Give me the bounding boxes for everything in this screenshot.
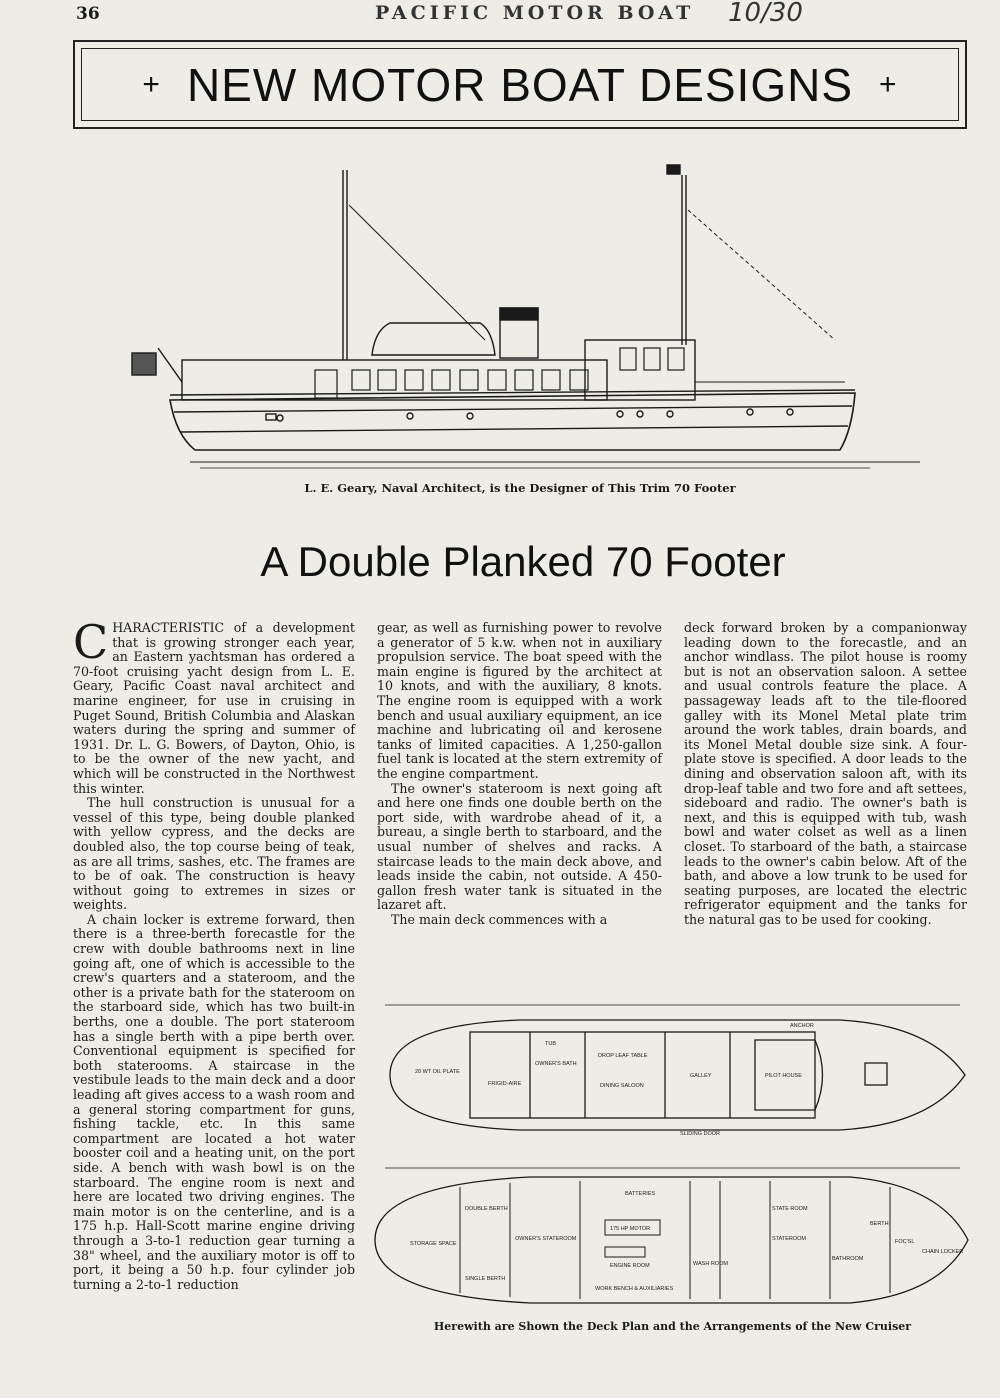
deck-plan-caption: Herewith are Shown the Deck Plan and the Arrangements of the New Cruiser <box>433 1320 912 1333</box>
drop-cap: C <box>73 615 109 669</box>
plan-label: OWNER'S STATEROOM <box>515 1236 577 1242</box>
running-head: PACIFIC MOTOR BOAT <box>375 2 695 24</box>
banner-ornament-left: + <box>142 67 161 101</box>
boat-profile-drawing <box>110 150 930 480</box>
plan-label: ANCHOR <box>790 1023 814 1029</box>
banner-title: NEW MOTOR BOAT DESIGNS <box>186 58 854 111</box>
banner-ornament-right: + <box>879 67 898 101</box>
plan-label: DINING SALOON <box>600 1083 644 1089</box>
article-paragraph: CHARACTERISTIC of a development that is growing stronger each year, an Eastern yachtsman has ordered a 70-foot cruising yacht design from L. E. Geary, Pacific Coast naval architect and marine engineer, for use in cruising in Puget Sound, British Columbia and Alaskan waters during the spring and summer of 1931. Dr. L. G. Bowers, of Dayton, Ohio, is to be the owner of the new yacht, and which will be constructed in the Northwest this winter. <box>73 615 355 796</box>
plan-label: DOUBLE BERTH <box>465 1206 508 1212</box>
plan-label: 175 HP MOTOR <box>610 1226 651 1232</box>
plan-label: STATE ROOM <box>772 1206 808 1212</box>
article-title: A Double Planked 70 Footer <box>260 538 786 585</box>
section-banner <box>73 40 967 129</box>
page-number: 36 <box>76 4 100 24</box>
article-paragraph: deck forward broken by a companionway leading down to the forecastle, and an anchor windlass. The pilot house is roomy but is not an observation saloon. A settee and usual controls feature the place. A passageway leads aft to the tile-floored galley with its Monel Metal plate trim around the work tables, drain boards, and its Monel Metal double size sink. A four-plate stove is specified. A door leads to the dining and observation saloon aft, with its drop-leaf table and two fore and aft settees, sideboard and radio. The owner's bath is next, and this is equipped with tub, wash bowl and water colset as well as a linen closet. To starboard of the bath, a staircase leads to the owner's cabin below. Aft of the bath, and above a low trunk to be used for seating purposes, are located the electric refrigerator equipment and the tanks for the natural gas to be used for cooking. <box>684 620 967 927</box>
deck-plan-drawing <box>370 995 970 1320</box>
article-column-3 <box>684 621 967 927</box>
article-column-2 <box>377 621 662 927</box>
plan-label: BATHROOM <box>832 1256 864 1262</box>
plan-label: FOC'SL <box>895 1239 915 1245</box>
article-paragraph: The hull construction is unusual for a vessel of this type, being double planked with yellow cypress, and the decks are doubled also, the top course being of teak, as are all trims, sashes, etc. The frames are to be of oak. The construction is heavy without going to extremes in sizes or weights. <box>73 795 355 913</box>
plan-label: FRIGID-AIRE <box>488 1081 522 1087</box>
article-column-1 <box>73 615 355 1292</box>
plan-label: PILOT HOUSE <box>765 1073 802 1079</box>
plan-label: WASH ROOM <box>693 1261 728 1267</box>
plan-label: BATTERIES <box>625 1191 656 1197</box>
plan-label: ENGINE ROOM <box>610 1263 650 1269</box>
plan-label: DROP LEAF TABLE <box>598 1053 648 1059</box>
plan-label: GALLEY <box>690 1073 712 1079</box>
plan-label: TUB <box>545 1041 556 1047</box>
boat-photo-caption: L. E. Geary, Naval Architect, is the Designer of This Trim 70 Footer <box>304 481 736 495</box>
article-paragraph: A chain locker is extreme forward, then there is a three-berth forecastle for the crew with double bathrooms next in line going aft, one of which is accessible to the crew's quarters and a stateroom, and the other is a private bath for the stateroom on the starboard side, which has two built-in berths, one a double. The port stateroom has a single berth with a pipe berth over. Conventional equipment is specified for both staterooms. A staircase in the vestibule leads to the main deck and a door leading aft gives access to a wash room and a general storing compartment for guns, fishing tackle, etc. In this same compartment are located a hot water booster coil and a heating unit, on the port side. A bench with wash bowl is on the starboard. The engine room is next and here are located two driving engines. The main motor is on the centerline, and is a 175 h.p. Hall-Scott marine engine driving through a 3-to-1 reduction gear turning a 38" wheel, and the auxiliary motor is off to port, it being a 50 h.p. four cylinder job turning a 2-to-1 reduction <box>73 911 355 1292</box>
plan-label: SINGLE BERTH <box>465 1276 506 1282</box>
article-paragraph: The owner's stateroom is next going aft and here one finds one double berth on the port side, with wardrobe ahead of it, a bureau, a single berth to starboard, and the usual number of shelves and racks. A staircase leads to the main deck above, and leads inside the cabin, not outside. A 450-gallon fresh water tank is situated in the lazaret aft. <box>377 780 662 913</box>
article-paragraph: The main deck commences with a <box>391 911 608 927</box>
plan-label: 20 WT OIL PLATE <box>415 1069 460 1075</box>
plan-label: SLIDING DOOR <box>680 1131 721 1137</box>
plan-label: BERTH <box>870 1221 889 1227</box>
handwritten-note: 10/30 <box>728 0 803 28</box>
plan-label: OWNER'S BATH <box>535 1061 577 1067</box>
plan-label: WORK BENCH & AUXILIARIES <box>595 1286 674 1292</box>
plan-label: STATEROOM <box>772 1236 807 1242</box>
plan-label: CHAIN LOCKER <box>922 1249 964 1255</box>
article-paragraph: gear, as well as furnishing power to revolve a generator of 5 k.w. when not in auxiliary propulsion service. The boat speed with the main engine is figured by the architect at 10 knots, and with the auxiliary, 8 knots. The engine room is equipped with a work bench and usual auxiliary equipment, an ice machine and lubricating oil and kerosene tanks of limited capacities. A 1,250-gallon fuel tank is located at the stern extremity of the engine compartment. <box>377 620 662 781</box>
plan-label: STORAGE SPACE <box>410 1241 457 1247</box>
